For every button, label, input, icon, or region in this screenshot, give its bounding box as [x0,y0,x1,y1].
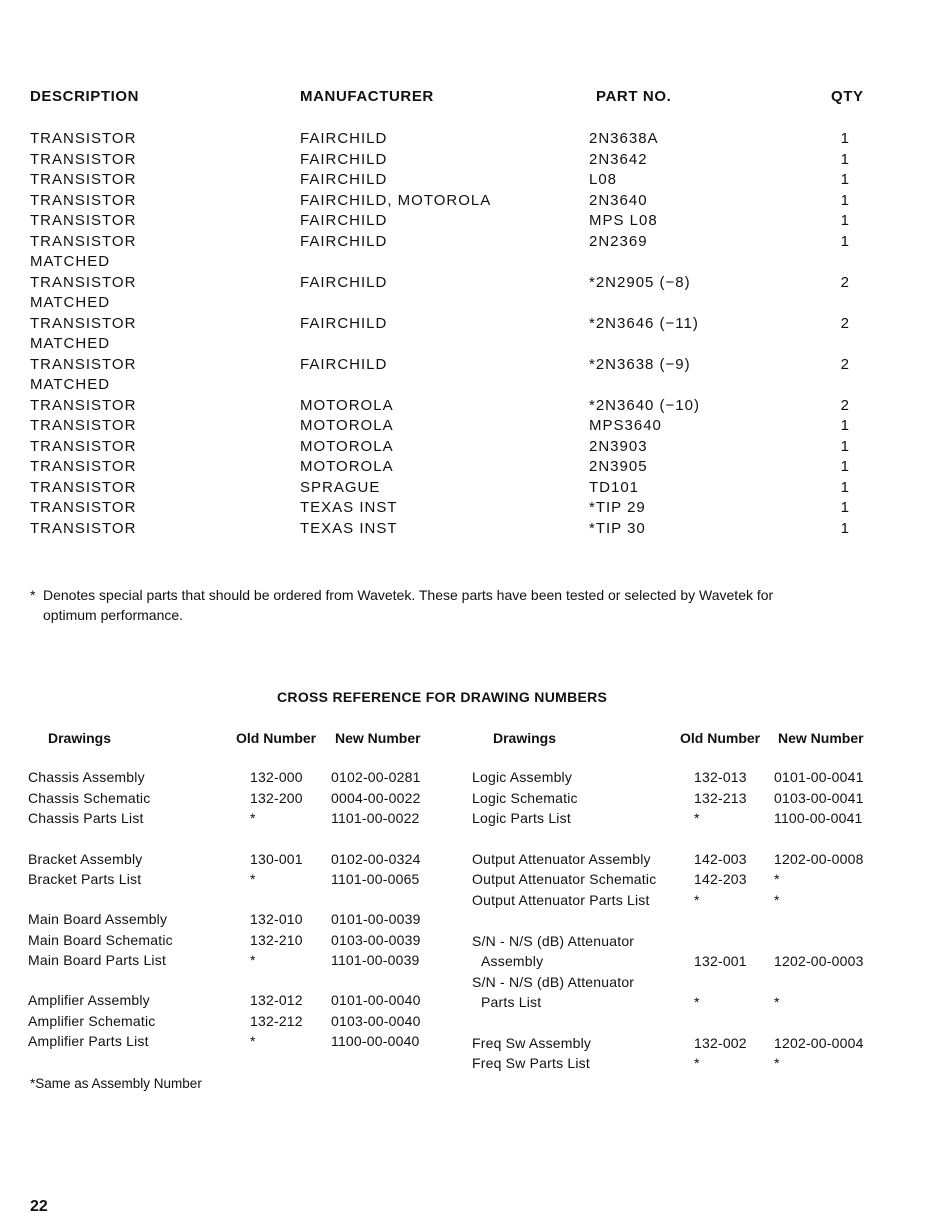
part-qty: 2 [840,396,850,414]
part-number: TD101 [589,478,640,496]
header-part-no: PART NO. [596,88,672,105]
right-header-drawings: Drawings [493,730,557,746]
part-qty: 2 [840,314,850,332]
part-number: 2N3903 [589,437,648,455]
left-row-drawing-name: Chassis Parts List [28,810,144,826]
left-row-drawing-name: Main Board Assembly [28,911,168,927]
left-row-new-number: 0101-00-0040 [331,992,421,1008]
right-row-old-number: 132-001 [694,953,747,969]
right-row-drawing-name: Logic Assembly [472,769,573,785]
part-number: *2N2905 (−8) [589,273,691,291]
part-number: *TIP 30 [589,519,646,537]
part-manufacturer: MOTOROLA [300,437,394,455]
left-row-old-number: 132-200 [250,789,303,806]
part-manufacturer: TEXAS INST [300,499,398,516]
part-description: TRANSISTOR [30,396,137,414]
left-header-old-number: Old Number [236,730,317,746]
part-qty: 1 [840,458,850,475]
part-qty: 2 [840,273,850,291]
part-description: MATCHED [30,253,111,270]
right-row-new-number: 0101-00-0041 [774,769,864,785]
part-description: TRANSISTOR [30,437,137,455]
right-row-old-number: 142-003 [694,850,747,867]
note-asterisk: * [30,587,36,603]
part-manufacturer: FAIRCHILD, MOTOROLA [300,191,492,209]
right-row-old-number: * [694,1055,700,1071]
part-qty: 1 [840,437,850,455]
part-description: TRANSISTOR [30,417,137,434]
right-row-drawing-name: Assembly [481,953,544,969]
note-line-1: Denotes special parts that should be ordered from Wavetek. These parts have been tested or selected by Wavetek for [43,587,774,603]
right-row-new-number: 1202-00-0008 [774,850,864,867]
part-description: TRANSISTOR [30,130,137,147]
left-row-new-number: 1101-00-0022 [331,810,420,826]
right-row-drawing-name: Logic Parts List [472,810,571,826]
left-row-old-number: 132-212 [250,1012,303,1029]
part-manufacturer: TEXAS INST [300,519,398,537]
left-row-old-number: 130-001 [250,850,303,867]
right-header-old-number: Old Number [680,730,761,746]
part-manufacturer: MOTOROLA [300,417,394,434]
part-description: TRANSISTOR [30,150,137,168]
right-row-new-number: 1202-00-0004 [774,1035,864,1051]
left-row-old-number: 132-000 [250,769,303,785]
part-qty: 1 [840,499,850,516]
right-row-drawing-name: Parts List [481,994,542,1010]
right-row-old-number: 132-002 [694,1035,747,1051]
part-number: 2N3638A [589,130,659,147]
part-manufacturer: FAIRCHILD [300,150,388,168]
left-row-old-number: 132-210 [250,931,303,948]
left-row-drawing-name: Amplifier Assembly [28,992,150,1008]
part-description: TRANSISTOR [30,355,137,373]
part-manufacturer: FAIRCHILD [300,232,388,250]
part-qty: 1 [840,232,850,250]
part-manufacturer: SPRAGUE [300,478,381,496]
left-row-new-number: 1101-00-0065 [331,871,420,887]
left-row-old-number: * [250,810,256,826]
part-number: *TIP 29 [589,499,646,516]
part-manufacturer: FAIRCHILD [300,212,388,229]
left-row-new-number: 0103-00-0040 [331,1012,421,1029]
part-qty: 2 [840,355,850,373]
part-description: TRANSISTOR [30,191,137,209]
part-description: TRANSISTOR [30,171,137,188]
left-row-drawing-name: Amplifier Parts List [28,1033,149,1049]
left-row-drawing-name: Main Board Parts List [28,952,167,968]
left-row-old-number: 132-012 [250,992,303,1008]
part-qty: 1 [840,519,850,537]
part-manufacturer: FAIRCHILD [300,130,388,147]
part-number: *2N3640 (−10) [589,396,700,414]
part-description: TRANSISTOR [30,519,137,537]
part-qty: 1 [840,171,850,188]
part-description: TRANSISTOR [30,458,137,475]
right-row-old-number: 142-203 [694,871,747,887]
right-row-old-number: * [694,994,700,1010]
part-description: TRANSISTOR [30,499,137,516]
part-qty: 1 [840,417,850,434]
left-row-drawing-name: Bracket Assembly [28,850,143,867]
part-qty: 1 [840,212,850,229]
part-manufacturer: MOTOROLA [300,458,394,475]
page-number: 22 [30,1198,48,1215]
part-description: TRANSISTOR [30,273,137,291]
left-row-new-number: 1101-00-0039 [331,952,420,968]
part-manufacturer: FAIRCHILD [300,314,388,332]
part-number: MPS3640 [589,417,662,434]
header-manufacturer: MANUFACTURER [300,88,434,105]
left-row-new-number: 0103-00-0039 [331,931,421,948]
left-row-new-number: 0102-00-0281 [331,769,421,785]
left-row-old-number: * [250,1033,256,1049]
part-number: *2N3638 (−9) [589,355,691,373]
right-row-new-number: 0103-00-0041 [774,789,864,806]
right-row-drawing-name: Output Attenuator Assembly [472,850,651,867]
footnote: *Same as Assembly Number [30,1076,202,1091]
right-row-drawing-name: Output Attenuator Schematic [472,871,657,887]
part-number: MPS L08 [589,212,658,229]
right-row-old-number: * [694,810,700,826]
left-row-drawing-name: Chassis Assembly [28,769,145,785]
right-header-new-number: New Number [778,730,864,746]
part-description: MATCHED [30,294,111,311]
part-description: TRANSISTOR [30,314,137,332]
left-row-new-number: 0004-00-0022 [331,789,421,806]
part-description: TRANSISTOR [30,232,137,250]
left-header-drawings: Drawings [48,730,112,746]
part-number: 2N3640 [589,191,648,209]
part-manufacturer: FAIRCHILD [300,355,388,373]
part-manufacturer: FAIRCHILD [300,171,388,188]
part-number: L08 [589,171,618,188]
left-row-drawing-name: Bracket Parts List [28,871,142,887]
right-row-drawing-name: S/N - N/S (dB) Attenuator [472,973,635,990]
left-row-new-number: 1100-00-0040 [331,1033,420,1049]
right-row-drawing-name: Freq Sw Parts List [472,1055,590,1071]
left-row-new-number: 0101-00-0039 [331,911,421,927]
right-row-new-number: 1100-00-0041 [774,810,863,826]
right-row-old-number: 132-213 [694,789,747,806]
part-qty: 1 [840,130,850,147]
part-qty: 1 [840,150,850,168]
left-row-drawing-name: Amplifier Schematic [28,1012,156,1029]
left-row-old-number: * [250,952,256,968]
part-qty: 1 [840,191,850,209]
header-qty: QTY [831,88,864,105]
right-row-new-number: * [774,871,780,887]
right-row-new-number: * [774,1055,780,1071]
right-row-new-number: * [774,891,780,908]
part-number: 2N2369 [589,232,648,250]
part-description: MATCHED [30,376,111,393]
cross-reference-title: CROSS REFERENCE FOR DRAWING NUMBERS [277,689,608,705]
right-row-new-number: 1202-00-0003 [774,953,864,969]
part-manufacturer: FAIRCHILD [300,273,388,291]
note-line-2: optimum performance. [43,607,184,623]
part-number: 2N3642 [589,150,648,168]
part-qty: 1 [840,478,850,496]
part-number: *2N3646 (−11) [589,314,699,332]
left-header-new-number: New Number [335,730,421,746]
left-row-old-number: 132-010 [250,911,303,927]
right-row-drawing-name: S/N - N/S (dB) Attenuator [472,932,635,949]
right-row-old-number: * [694,891,700,908]
right-row-new-number: * [774,994,780,1010]
left-row-drawing-name: Main Board Schematic [28,931,173,948]
right-row-old-number: 132-013 [694,769,747,785]
part-description: TRANSISTOR [30,478,137,496]
part-description: TRANSISTOR [30,212,137,229]
right-row-drawing-name: Logic Schematic [472,789,578,806]
right-row-drawing-name: Output Attenuator Parts List [472,891,650,908]
left-row-old-number: * [250,871,256,887]
part-manufacturer: MOTOROLA [300,396,394,414]
left-row-new-number: 0102-00-0324 [331,850,421,867]
left-row-drawing-name: Chassis Schematic [28,789,151,806]
part-number: 2N3905 [589,458,648,475]
right-row-drawing-name: Freq Sw Assembly [472,1035,592,1051]
header-description: DESCRIPTION [30,88,140,105]
part-description: MATCHED [30,335,111,352]
